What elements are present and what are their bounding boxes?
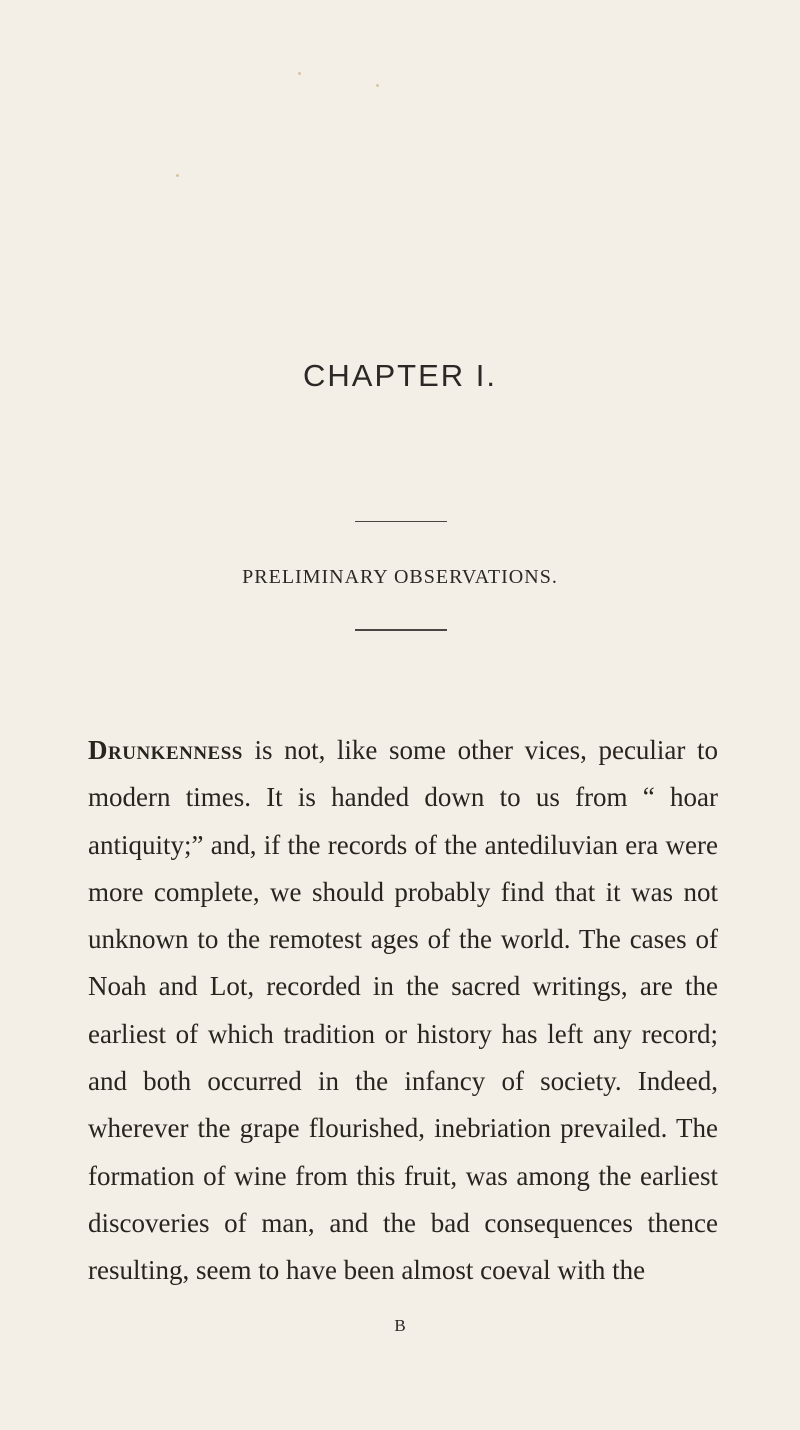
paper-speck xyxy=(298,72,301,75)
paper-speck xyxy=(376,84,379,87)
signature-mark: B xyxy=(394,1316,406,1335)
divider-rule-bottom xyxy=(355,629,447,631)
lead-word: Drunkenness xyxy=(88,735,243,765)
divider-rule-top xyxy=(355,521,447,522)
paper-speck xyxy=(176,174,179,177)
body-paragraph xyxy=(88,727,718,1295)
paragraph-text: is not, like some other vices, peculiar to modern times. It is handed down to us from “ hoar antiquity;” and, if the records of the antediluvian era were more complete, we should probably find that it was not unknown to the remotest ages of the world. The cases of Noah and Lot, recorded in the sacred writings, are the earliest of which tradition or history has left any record; and both occurred in the infancy of society. Indeed, wherever the grape flourished, inebriation prevailed. The formation of wine from this fruit, was among the earliest discoveries of man, and the bad consequences thence resulting, seem to have been almost coeval with the xyxy=(88,735,718,1286)
chapter-title: CHAPTER I. xyxy=(303,358,497,393)
chapter-subtitle: PRELIMINARY OBSERVATIONS. xyxy=(242,566,558,588)
